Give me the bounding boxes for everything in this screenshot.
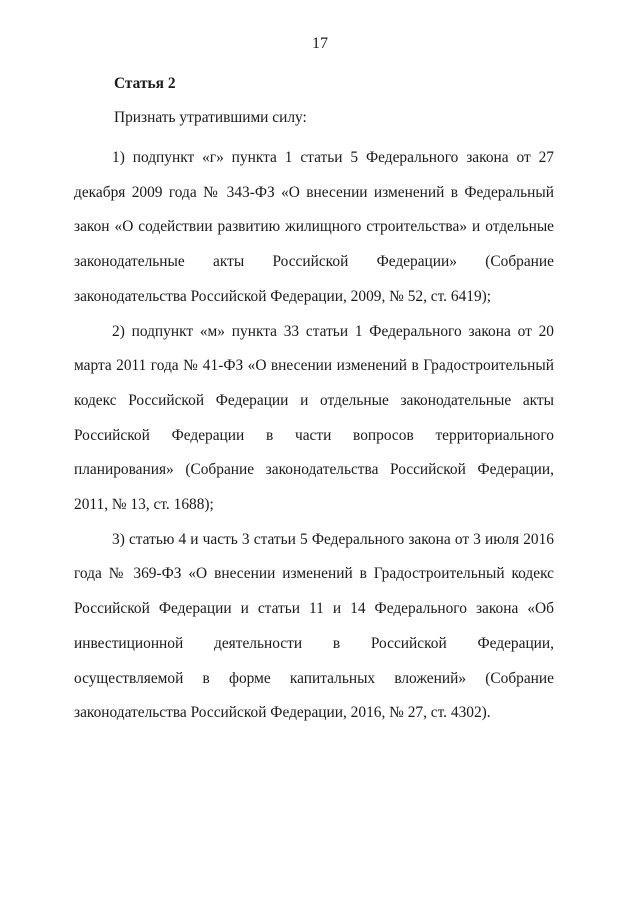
article-heading: Статья 2: [114, 75, 176, 92]
list-item-3: 3) статью 4 и часть 3 статьи 5 Федерального закона от 3 июля 2016 года № 369-ФЗ «О внесении изменений в Градостроительный кодекс Российской Федерации и статьи 11 и 14 Федерального закона «Об инвестиционной деятельности в Российской Федерации, осуществляемой в форме капитальных вложений» (Собрание законодательства Российской Федерации, 2016, № 27, ст. 4302).: [74, 530, 554, 722]
page-number: 17: [312, 35, 328, 52]
document-body: [74, 72, 554, 731]
article-intro: Признать утратившими силу:: [114, 109, 307, 126]
list-item-1: 1) подпункт «г» пункта 1 статьи 5 Федерального закона от 27 декабря 2009 года № 343-ФЗ «О внесении изменений в Федеральный закон «О содействии развитию жилищного строительства» и отдельные законодательные акты Российской Федерации» (Собрание законодательства Российской Федерации, 2009, № 52, ст. 6419);: [74, 149, 554, 305]
list-item-2: 2) подпункт «м» пункта 33 статьи 1 Федерального закона от 20 марта 2011 года № 41-ФЗ «О внесении изменений в Градостроительный кодекс Российской Федерации и отдельные законодательные акты Российской Федерации в части вопросов территориального планирования» (Собрание законодательства Российской Федерации, 2011, № 13, ст. 1688);: [74, 322, 554, 514]
